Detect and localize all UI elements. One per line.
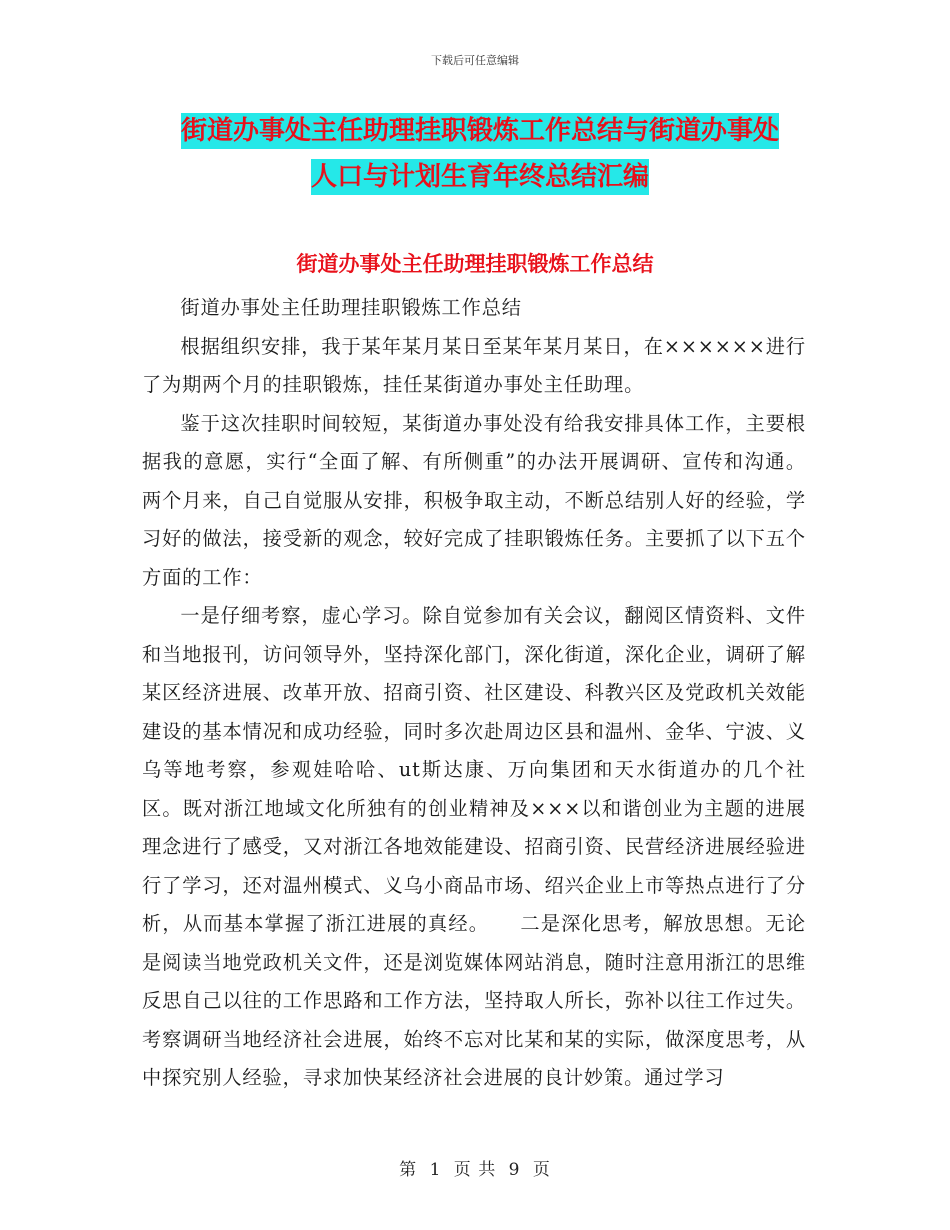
document-body [142, 289, 806, 1098]
main-title-line-2: 人口与计划生育年终总结汇编 [311, 159, 649, 195]
footer-middle: 页 共 [453, 1160, 497, 1180]
paragraph-subtitle: 街道办事处主任助理挂职锻炼工作总结 [180, 296, 522, 319]
paragraph: 根据组织安排，我于某年某月某日至某年某月某日，在××××××进行了为期两个月的挂职锻炼，挂任某街道办事处主任助理。 [142, 334, 806, 396]
page-header-note: 下载后可任意编辑 [431, 54, 519, 67]
footer-suffix: 页 [532, 1160, 551, 1180]
document-main-title [140, 108, 820, 200]
footer-prefix: 第 [399, 1160, 418, 1180]
paragraph: 一是仔细考察，虚心学习。除自觉参加有关会议，翻阅区情资料、文件和当地报刊，访问领导外，坚持深化部门，深化街道，深化企业，调研了解某区经济进展、改革开放、招商引资、社区建设、科教兴区及党政机关效能建设的基本情况和成功经验，同时多次赴周边区县和温州、金华、宁波、义乌等地考察，参观娃哈哈、ut斯达康、万向集团和天水街道办的几个社区。既对浙江地域文化所独有的创业精神及×××以和谐创业为主题的进展理念进行了感受，又对浙江各地效能建设、招商引资、民营经济进展经验进行了学习，还对温州模式、义乌小商品市场、绍兴企业上市等热点进行了分析，从而基本掌握了浙江进展的真经。 二是深化思考，解放思想。无论是阅读当地党政机关文件，还是浏览媒体网站消息，随时注意用浙江的思维反思自己以往的工作思路和工作方法，坚持取人所长，弥补以往工作过失。考察调研当地经济社会进展，始终不忘对比某和某的实际，做深度思考，从中探究别人经验，寻求加快某经济社会进展的良计妙策。通过学习 [142, 604, 806, 1089]
footer-page-number: 1 [429, 1160, 442, 1180]
section-title: 街道办事处主任助理挂职锻炼工作总结 [296, 251, 654, 276]
page-footer [0, 1155, 950, 1180]
footer-total-pages: 9 [508, 1160, 521, 1180]
paragraph: 鉴于这次挂职时间较短，某街道办事处没有给我安排具体工作，主要根据我的意愿，实行“全面了解、有所侧重”的办法开展调研、宣传和沟通。两个月来，自己自觉服从安排，积极争取主动，不断总结别人好的经验，学习好的做法，接受新的观念，较好完成了挂职锻炼任务。主要抓了以下五个方面的工作： [142, 411, 806, 589]
main-title-line-1: 街道办事处主任助理挂职锻炼工作总结与街道办事处 [181, 113, 779, 149]
